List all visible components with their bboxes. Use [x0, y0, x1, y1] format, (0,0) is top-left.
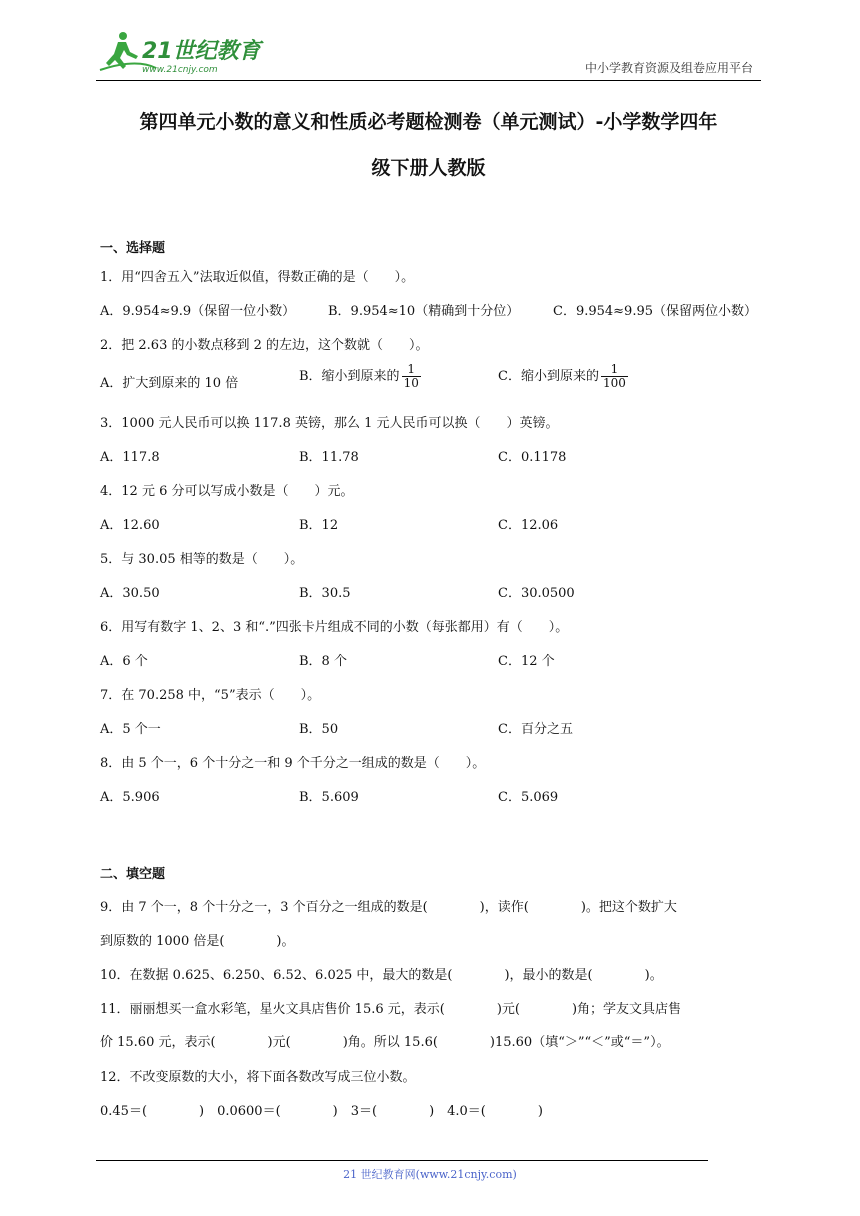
- fraction-1-100: [601, 363, 628, 390]
- q3-option-a: A．117.8: [100, 450, 160, 465]
- question-10: 10．在数据 0.625、6.250、6.52、6.025 中，最大的数是( )，最小的数是( )。: [100, 968, 663, 983]
- fraction-1-10: [402, 363, 421, 390]
- q6-option-a: A．6 个: [100, 654, 148, 669]
- q4-option-c: C．12.06: [498, 518, 559, 533]
- section-heading-fill: 二、填空题: [100, 867, 166, 882]
- question-5: 5．与 30.05 相等的数是（ ）。: [100, 552, 304, 567]
- q3-option-c: C．0.1178: [498, 450, 567, 465]
- question-1: 1．用“四舍五入”法取近似值，得数正确的是（ ）。: [100, 270, 415, 285]
- question-11-line2: 价 15.60 元，表示( )元( )角。所以 15.6( )15.60（填“＞”“＜”或“＝”）。: [100, 1035, 670, 1050]
- fraction-denominator: 10: [403, 376, 419, 390]
- footer-text: 21 世纪教育网(www.21cnjy.com): [343, 1168, 517, 1181]
- q2-option-a: A．扩大到原来的 10 倍: [100, 376, 239, 391]
- fraction-denominator: 100: [602, 376, 626, 390]
- q1-option-a: A．9.954≈9.9（保留一位小数）: [100, 304, 296, 319]
- fraction-numerator: 1: [601, 363, 628, 377]
- q2-option-b-text: B．缩小到原来的: [299, 369, 400, 384]
- question-3: 3．1000 元人民币可以换 117.8 英镑，那么 1 元人民币可以换（ ）英镑。: [100, 416, 559, 431]
- logo-text: 21世纪教育: [142, 39, 261, 64]
- logo-url: www.21cnjy.com: [142, 65, 218, 75]
- question-9-line1: 9．由 7 个一，8 个十分之一，3 个百分之一组成的数是( )，读作( )。把这个数扩大: [100, 900, 677, 915]
- q5-option-b: B．30.5: [299, 586, 351, 601]
- q7-option-a: A．5 个一: [100, 722, 161, 737]
- section-heading-choice: 一、选择题: [100, 241, 166, 256]
- question-12: 12．不改变原数的大小，将下面各数改写成三位小数。: [100, 1070, 416, 1085]
- q5-option-a: A．30.50: [100, 586, 160, 601]
- page-title-line1: 第四单元小数的意义和性质必考题检测卷（单元测试）-小学数学四年: [139, 111, 718, 133]
- q6-option-c: C．12 个: [498, 654, 555, 669]
- q2-option-b: [299, 363, 421, 390]
- question-2: 2．把 2.63 的小数点移到 2 的左边，这个数就（ ）。: [100, 338, 429, 353]
- q2-option-c: [498, 363, 628, 390]
- question-8: 8．由 5 个一，6 个十分之一和 9 个千分之一组成的数是（ ）。: [100, 756, 486, 771]
- q3-option-b: B．11.78: [299, 450, 359, 465]
- q5-option-c: C．30.0500: [498, 586, 575, 601]
- question-4: 4．12 元 6 分可以写成小数是（ ）元。: [100, 484, 354, 499]
- footer-divider: [96, 1160, 708, 1161]
- q2-option-c-text: C．缩小到原来的: [498, 369, 599, 384]
- page-header: [96, 28, 761, 81]
- q7-option-c: C．百分之五: [498, 722, 573, 737]
- platform-label: 中小学教育资源及组卷应用平台: [584, 61, 753, 75]
- q4-option-b: B．12: [299, 518, 339, 533]
- logo: [96, 28, 276, 76]
- q6-option-b: B．8 个: [299, 654, 347, 669]
- page-title-line2: 级下册人教版: [371, 157, 486, 179]
- q1-option-c: C．9.954≈9.95（保留两位小数）: [553, 304, 758, 319]
- question-9-line2: 到原数的 1000 倍是( )。: [100, 934, 295, 949]
- question-7: 7．在 70.258 中，“5”表示（ ）。: [100, 688, 321, 703]
- q7-option-b: B．50: [299, 722, 339, 737]
- q4-option-a: A．12.60: [100, 518, 160, 533]
- q8-option-b: B．5.609: [299, 790, 359, 805]
- question-6: 6．用写有数字 1、2、3 和“.”四张卡片组成不同的小数（每张都用）有（ ）。: [100, 620, 569, 635]
- question-12-items: 0.45＝( ) 0.0600＝( ) 3＝( ) 4.0＝( ): [100, 1104, 543, 1119]
- q8-option-a: A．5.906: [100, 790, 160, 805]
- q8-option-c: C．5.069: [498, 790, 559, 805]
- question-11-line1: 11．丽丽想买一盒水彩笔，星火文具店售价 15.6 元，表示( )元( )角；学友文具店售: [100, 1002, 682, 1017]
- fraction-numerator: 1: [402, 363, 421, 377]
- q1-option-b: B．9.954≈10（精确到十分位）: [328, 304, 520, 319]
